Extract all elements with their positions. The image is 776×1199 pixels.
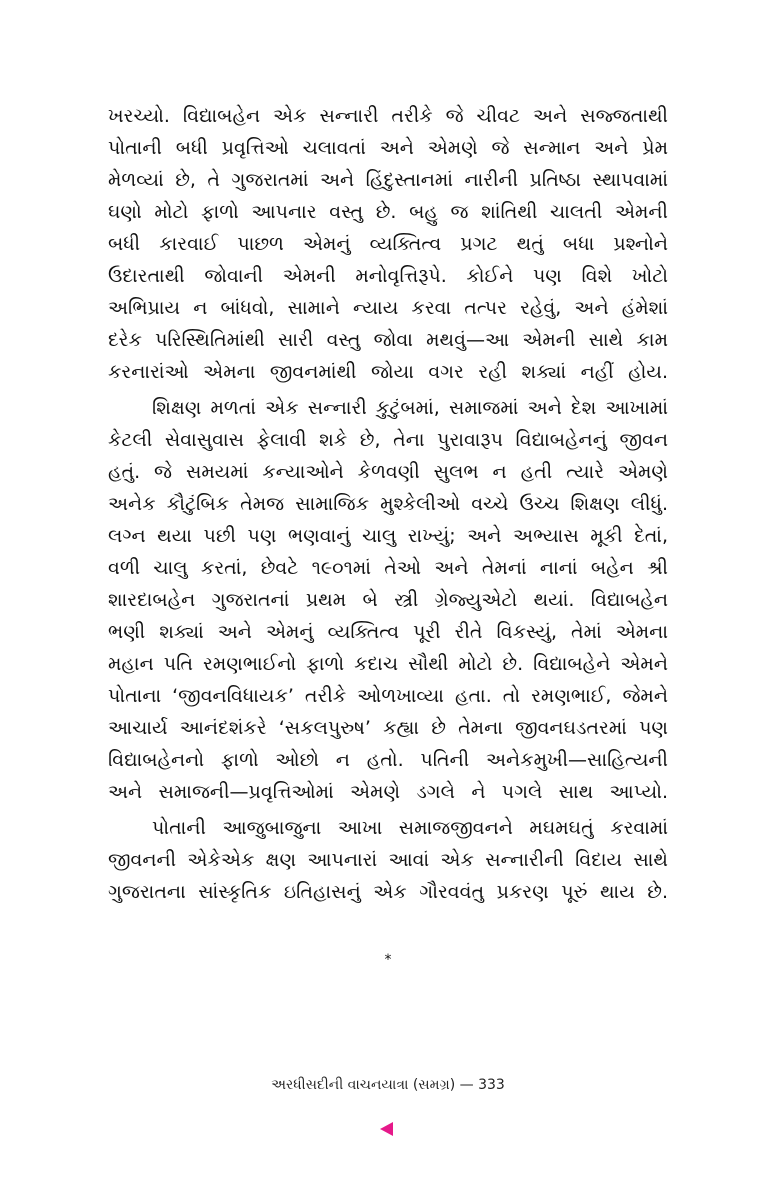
section-separator: * <box>384 952 392 968</box>
text-line: શિક્ષણ મળતાં એક સન્નારી કુટુંબમાં, સમાજમાં અને દેશ આખામાં <box>152 397 668 419</box>
text-line: જીવનની એકેએક ક્ષણ આપનારાં આવાં એક સન્નારીની વિદાય સાથે <box>108 849 668 871</box>
page-footer: અરધીસદીની વાચનયાત્રા (સમગ્ર) — 333 <box>271 1077 505 1093</box>
text-line: મહાન પતિ રમણભાઈનો ફાળો કદાચ સૌથી મોટો છે. વિદ્યાબહેને એમને <box>108 653 668 675</box>
text-line: બધી કારવાઈ પાછળ એમનું વ્યક્તિત્વ પ્રગટ થતું બધા પ્રશ્નોને <box>108 233 668 255</box>
text-line: ગુજરાતના સાંસ્કૃતિક ઇતિહાસનું એક ગૌરવવંતુ પ્રકરણ પૂરું થાય છે. <box>108 881 668 903</box>
text-line: પોતાના ‘જીવનવિધાયક’ તરીકે ઓળખાવ્યા હતા. તો રમણભાઈ, જેમને <box>108 685 668 707</box>
text-line: શારદાબહેન ગુજરાતનાં પ્રથમ બે સ્ત્રી ગ્રેજ્યુએટો થયાં. વિદ્યાબહેન <box>108 589 668 611</box>
text-line: હતું. જે સમયમાં કન્યાઓને કેળવણી સુલભ ન હતી ત્યારે એમણે <box>108 461 668 483</box>
text-line: ઉદારતાથી જોવાની એમની મનોવૃત્તિરૂપે. કોઈને પણ વિશે ખોટો <box>108 265 668 287</box>
text-line: અનેક કૌટુંબિક તેમજ સામાજિક મુશ્કેલીઓ વચ્ચે ઉચ્ચ શિક્ષણ લીધું. <box>108 493 668 515</box>
paragraph-3 <box>108 812 668 908</box>
text-line: પોતાની બધી પ્રવૃત્તિઓ ચલાવતાં અને એમણે જે સન્માન અને પ્રેમ <box>108 137 668 159</box>
text-line: ઘણો મોટો ફાળો આપનાર વસ્તુ છે. બહુ જ શાંતિથી ચાલતી એમની <box>108 201 668 223</box>
text-line: દરેક પરિસ્થિતિમાંથી સારી વસ્તુ જોવા મથવું—આ એમની સાથે કામ <box>108 329 668 351</box>
text-line: લગ્ન થયા પછી પણ ભણવાનું ચાલુ રાખ્યું; અને અભ્યાસ મૂકી દેતાં, <box>108 525 668 547</box>
text-line: આચાર્ય આનંદશંકરે ‘સકલપુરુષ’ કહ્યા છે તેમના જીવનઘડતરમાં પણ <box>108 717 668 739</box>
text-line: અને સમાજની—પ્રવૃત્તિઓમાં એમણે ડગલે ને પગલે સાથ આપ્યો. <box>108 781 668 803</box>
text-line: વળી ચાલુ કરતાં, છેવટે ૧૯૦૧માં તેઓ અને તેમનાં નાનાં બહેન શ્રી <box>108 557 668 579</box>
text-line: કરનારાંઓ એમના જીવનમાંથી જોયા વગર રહી શક્યાં નહીં હોય. <box>108 361 668 383</box>
text-line: વિદ્યાબહેનનો ફાળો ઓછો ન હતો. પતિની અનેકમુખી—સાહિત્યની <box>108 749 668 771</box>
text-line: કેટલી સેવાસુવાસ ફેલાવી શકે છે, તેના પુરાવારૂપ વિદ્યાબહેનનું જીવન <box>108 429 668 451</box>
text-line: ભણી શક્યાં અને એમનું વ્યક્તિત્વ પૂરી રીતે વિકસ્યું, તેમાં એમના <box>108 621 668 643</box>
left-triangle-icon[interactable] <box>380 1122 393 1136</box>
text-line: ખરચ્યો. વિદ્યાબહેન એક સન્નારી તરીકે જે ચીવટ અને સજ્જતાથી <box>108 105 668 127</box>
text-line: મેળવ્યાં છે, તે ગુજરાતમાં અને હિંદુસ્તાનમાં નારીની પ્રતિષ્ઠા સ્થાપવામાં <box>108 169 668 191</box>
paragraph-2 <box>108 392 668 808</box>
paragraph-1 <box>108 100 668 388</box>
text-line: પોતાની આજુબાજુના આખા સમાજજીવનને મઘમઘતું કરવામાં <box>152 817 668 839</box>
page-body <box>108 100 668 908</box>
text-line: અભિપ્રાય ન બાંધવો, સામાને ન્યાય કરવા તત્પર રહેવું, અને હંમેશાં <box>108 297 668 319</box>
